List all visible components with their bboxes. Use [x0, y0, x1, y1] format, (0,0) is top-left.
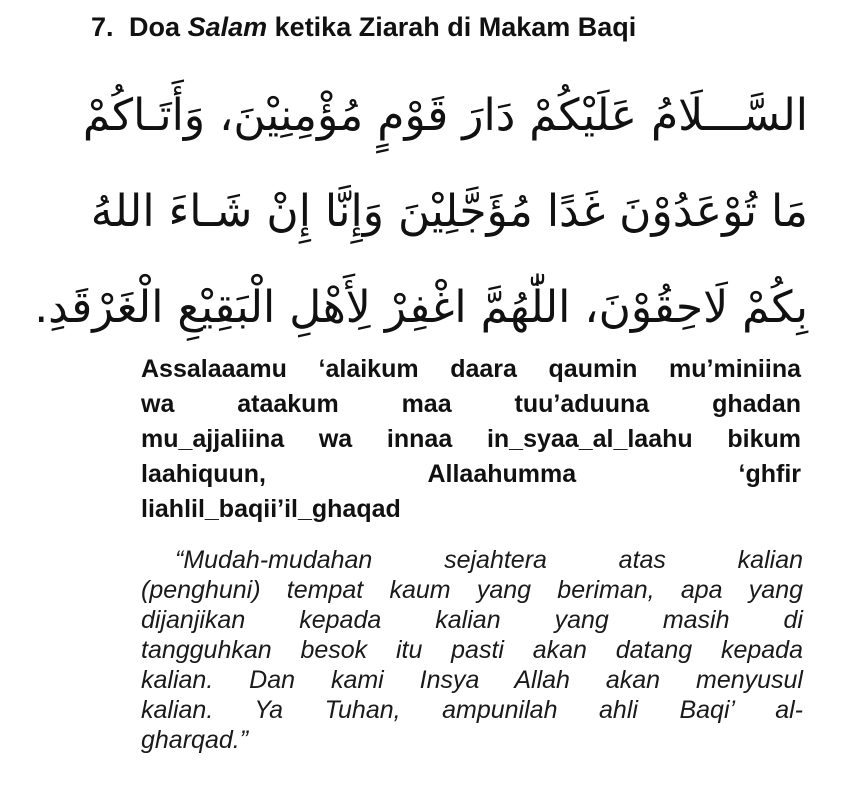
arabic-line: بِكُمْ لَاحِقُوْنَ، اللّٰهُمَّ اغْفِرْ لِأَهْلِ الْبَقِيْعِ الْغَرْقَدِ.: [34, 282, 808, 333]
arabic-line: السَّـــلَامُ عَلَيْكُمْ دَارَ قَوْمٍ مُؤْمِنِيْنَ، وَأَتَـاكُمْ: [82, 90, 808, 141]
arabic-prayer: [34, 68, 808, 356]
translation-line: gharqad.”: [141, 726, 249, 754]
transliteration-line: mu_ajjaliina wa innaa in_syaa_al_laahu bikum: [141, 425, 801, 453]
transliteration-line: Assalaaamu ‘alaikum daara qaumin mu’miniina: [141, 355, 801, 383]
translation-line: (penghuni) tempat kaum yang beriman, apa yang: [141, 576, 803, 604]
heading-text-end: ketika Ziarah di Makam Baqi: [274, 12, 637, 42]
heading-text-start: Doa: [129, 12, 181, 42]
transliteration-line: liahlil_baqii’il_ghaqad: [141, 495, 401, 523]
transliteration-block: [141, 352, 801, 527]
transliteration-line: wa ataakum maa tuu’aduuna ghadan: [141, 390, 801, 418]
translation-line: tangguhkan besok itu pasti akan datang kepada: [141, 636, 803, 664]
translation-line: “Mudah-mudahan sejahtera atas kalian: [175, 546, 803, 574]
translation-block: [141, 545, 803, 755]
section-number: 7.: [91, 12, 114, 42]
heading-italic-word: Salam: [187, 12, 268, 42]
translation-line: dijanjikan kepada kalian yang masih di: [141, 606, 803, 634]
arabic-line: مَا تُوْعَدُوْنَ غَدًا مُؤَجَّلِيْنَ وَإِنَّا إِنْ شَـاءَ اللهُ: [90, 186, 808, 237]
section-heading: [91, 10, 811, 44]
translation-line: kalian. Dan kami Insya Allah akan menyusul: [141, 666, 803, 694]
translation-line: kalian. Ya Tuhan, ampunilah ahli Baqi’ al-: [141, 696, 803, 724]
transliteration-line: laahiquun, Allaahumma ‘ghfir: [141, 460, 801, 488]
